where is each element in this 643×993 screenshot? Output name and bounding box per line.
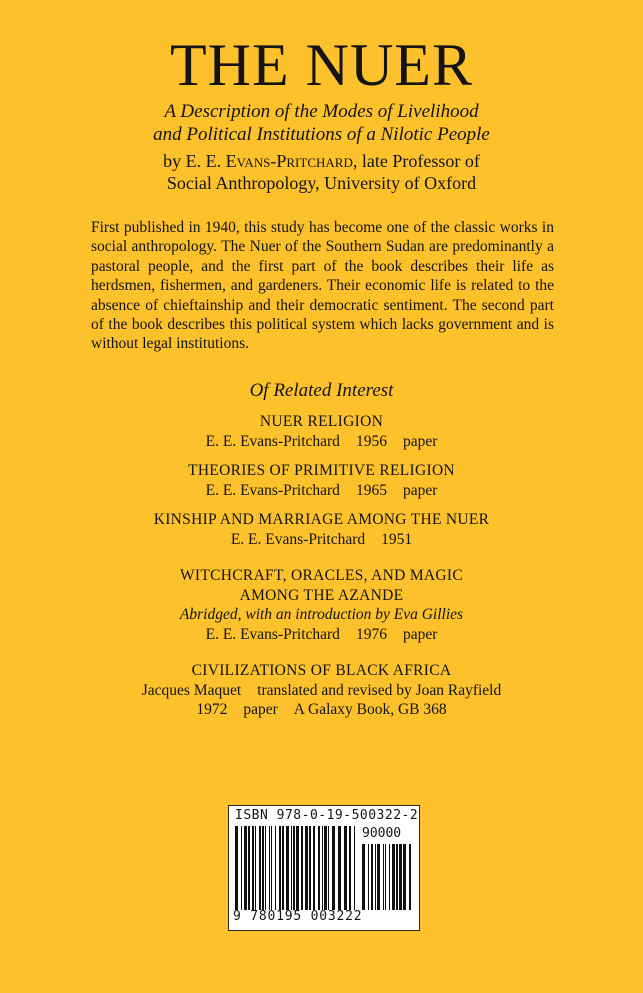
barcode-bar	[368, 844, 369, 910]
barcode-bar	[324, 826, 327, 910]
related-book-title: CIVILIZATIONS OF BLACK AFRICA	[191, 662, 452, 679]
barcode-bar	[244, 826, 247, 910]
note-intro: with an introduction by	[241, 606, 394, 623]
barcode-bar	[377, 844, 380, 910]
related-book-format: paper	[243, 701, 278, 718]
barcode-bar	[389, 844, 390, 910]
price-bars	[362, 844, 414, 910]
barcode-bar	[269, 826, 270, 910]
related-book-4	[0, 566, 643, 644]
ean-number: 9 780195 003222	[233, 909, 363, 924]
barcode-bar	[403, 844, 406, 910]
barcode-bar	[296, 826, 299, 910]
barcode-bar	[309, 826, 311, 910]
related-book-author: E. E. Evans-Pritchard	[205, 432, 340, 450]
barcode-bar	[252, 826, 254, 910]
barcode-bar	[235, 826, 238, 910]
book-title: THE NUER	[170, 32, 473, 98]
barcode-bar	[328, 826, 329, 910]
subtitle-line-1: A Description of the Modes of Livelihood	[164, 101, 479, 122]
related-book-title-line-1: WITCHCRAFT, ORACLES, AND MAGIC	[180, 567, 463, 584]
related-book-imprint: A Galaxy Book, GB 368	[293, 701, 447, 718]
blurb: First published in 1940, this study has become one of the classic works in social anthropology. The Nuer of the Southern Sudan are predominantly a pastoral people, and the first part of the book describes their life as herdsmen, fishermen, and gardeners. Their economic life is related to the absence of chieftainship and their democratic sentiment. The second part of the book describes this political system which lacks government and is without legal institutions.	[91, 219, 554, 353]
barcode-bar	[291, 826, 292, 910]
barcode-bar	[248, 826, 250, 910]
barcode-bar	[362, 844, 365, 910]
related-book-format: paper	[402, 481, 438, 499]
author-credit	[0, 150, 643, 194]
related-book-note	[0, 605, 643, 625]
related-book-1	[0, 412, 643, 451]
related-book-2	[0, 461, 643, 500]
related-book-title: THEORIES OF PRIMITIVE RELIGION	[188, 462, 455, 479]
related-book-info	[0, 681, 643, 701]
barcode-bar	[385, 844, 386, 910]
barcode-bar	[332, 826, 335, 910]
barcode-bar	[338, 826, 341, 910]
barcode-bar	[349, 826, 351, 910]
note-editor: Eva Gillies	[393, 606, 464, 623]
isbn-text: ISBN 978-0-19-500322-2	[235, 808, 419, 823]
barcode-bar	[371, 844, 373, 910]
related-book-year: 1956	[355, 432, 387, 450]
barcode-bar	[399, 844, 402, 910]
author-line-1	[0, 150, 643, 172]
barcode-bar	[318, 826, 320, 910]
barcode-bar	[322, 826, 323, 910]
related-book-author: Jacques Maquet	[141, 681, 242, 699]
author-name: Evans-Pritchard	[225, 151, 353, 171]
barcode-bar	[305, 826, 308, 910]
related-book-info	[0, 481, 643, 501]
barcode-bar	[354, 826, 355, 910]
barcode-bar	[396, 844, 398, 910]
related-book-year: 1972	[196, 701, 228, 718]
related-book-title-line-2: AMONG THE AZANDE	[239, 586, 404, 604]
related-book-info	[0, 432, 643, 452]
related-book-year: 1951	[381, 530, 413, 548]
ean-bars	[235, 826, 357, 910]
book-subtitle	[0, 100, 643, 146]
barcode-bar	[344, 826, 347, 910]
note-abridged: Abridged,	[179, 606, 242, 623]
barcode-bar	[313, 826, 315, 910]
related-heading: Of Related Interest	[249, 380, 394, 401]
related-book-author: E. E. Evans-Pritchard	[205, 481, 340, 499]
related-book-year: 1976	[355, 625, 387, 643]
barcode-bar	[282, 826, 284, 910]
barcode-bar	[279, 826, 281, 910]
barcode-bar	[275, 826, 276, 910]
related-book-title: KINSHIP AND MARRIAGE AMONG THE NUER	[153, 511, 490, 528]
price-code: 90000	[362, 826, 402, 841]
barcode-bar	[409, 844, 411, 910]
related-book-year: 1965	[355, 481, 387, 499]
barcode-bar	[262, 826, 264, 910]
related-book-edition	[0, 700, 643, 720]
related-book-info	[0, 625, 643, 645]
author-prefix: by E. E.	[163, 151, 226, 171]
barcode-bar	[293, 826, 295, 910]
barcode-bar	[265, 826, 266, 910]
related-book-info	[0, 530, 643, 550]
related-book-5	[0, 661, 643, 720]
author-suffix: , late Professor of	[352, 151, 480, 171]
isbn-barcode	[228, 805, 420, 931]
related-book-format: paper	[402, 432, 438, 450]
barcode-bar	[392, 844, 395, 910]
barcode-bar	[383, 844, 384, 910]
related-book-format: paper	[402, 625, 438, 643]
author-line-2: Social Anthropology, University of Oxford	[166, 173, 477, 193]
related-book-3	[0, 510, 643, 549]
barcode-bar	[301, 826, 303, 910]
related-book-author: E. E. Evans-Pritchard	[230, 530, 366, 548]
barcode-bar	[259, 826, 261, 910]
barcode-bar	[241, 826, 242, 910]
related-book-credit: translated and revised by Joan Rayfield	[257, 681, 502, 699]
subtitle-line-2: and Political Institutions of a Nilotic People	[153, 124, 490, 145]
barcode-bar	[271, 826, 272, 910]
barcode-bar	[286, 826, 289, 910]
related-book-author: E. E. Evans-Pritchard	[205, 625, 340, 643]
barcode-bar	[375, 844, 376, 910]
barcode-bar	[255, 826, 256, 910]
related-book-title: NUER RELIGION	[259, 413, 384, 430]
